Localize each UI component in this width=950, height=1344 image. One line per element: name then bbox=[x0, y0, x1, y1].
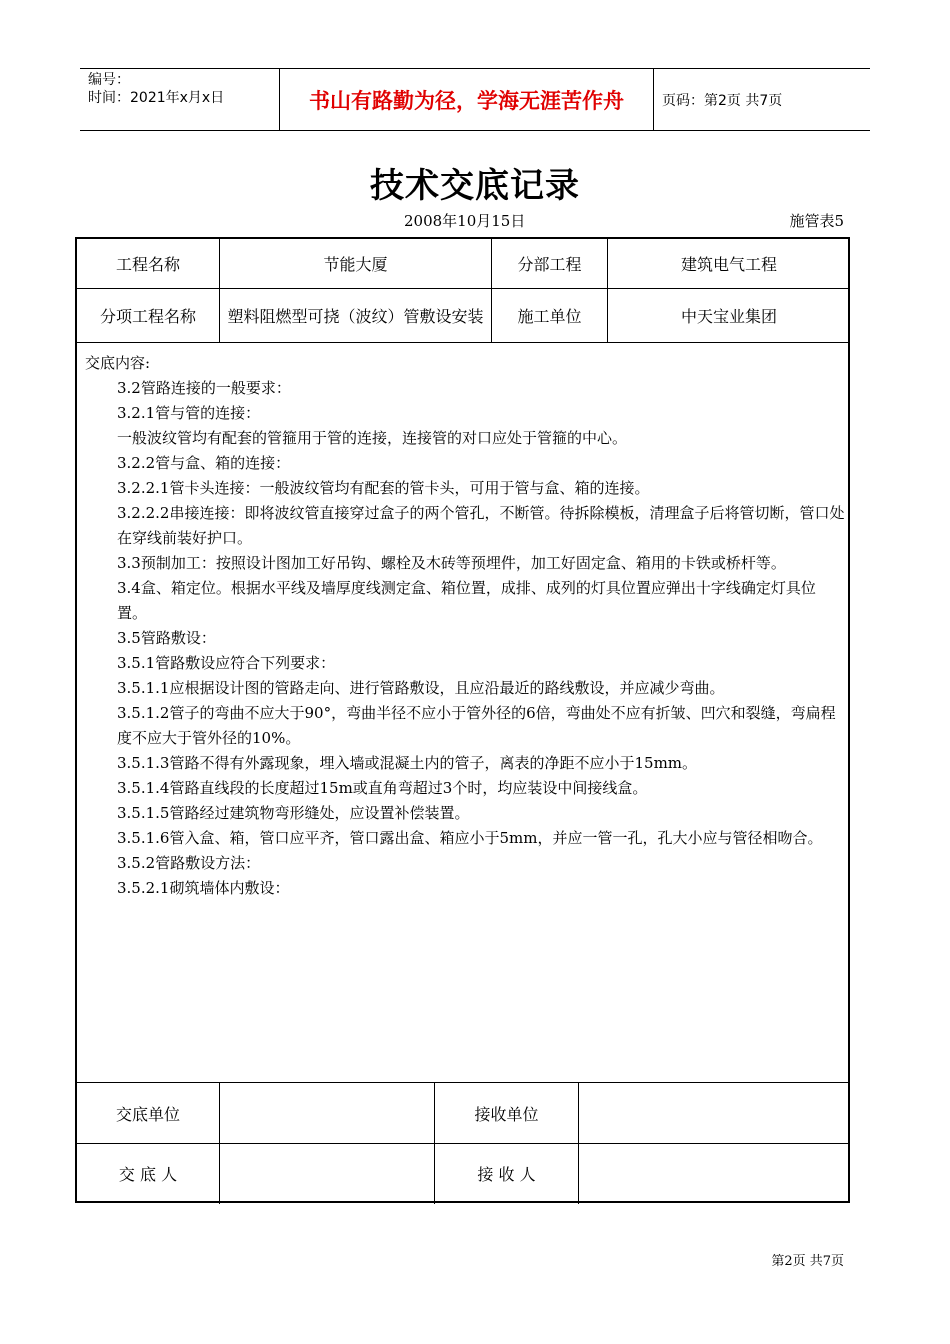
division-value: 建筑电气工程 bbox=[680, 255, 777, 274]
receiver-unit-field[interactable] bbox=[579, 1083, 850, 1143]
content-line: 3.2.2管与盒、箱的连接： bbox=[117, 454, 291, 472]
content-line: 3.2.2.1管卡头连接：一般波纹管均有配套的管卡头，可用于管与盒、箱的连接。 bbox=[117, 479, 650, 497]
receiver-label: 接 收 人 bbox=[477, 1164, 536, 1184]
content-line: 3.4盒、箱定位。根据水平线及墙厚度线测定盒、箱位置，成排、成列的灯具位置应弹出十字线确定灯具位置。 bbox=[117, 579, 816, 622]
issuer-unit-field[interactable] bbox=[220, 1083, 434, 1143]
content-line: 3.5管路敷设： bbox=[117, 629, 216, 647]
issuer-unit-label: 交底单位 bbox=[115, 1104, 180, 1124]
document-date: 2008年10月15日 bbox=[404, 212, 526, 230]
contractor-value: 中天宝业集团 bbox=[680, 307, 777, 326]
briefing-content bbox=[85, 351, 845, 901]
document-title: 技术交底记录 bbox=[370, 166, 580, 206]
page-indicator: 页码：第2页 共7页 bbox=[662, 92, 783, 109]
contractor-label: 施工单位 bbox=[517, 307, 582, 326]
motto: 书山有路勤为径，学海无涯苦作舟 bbox=[280, 69, 654, 130]
number-label: 编号： bbox=[88, 72, 130, 88]
project-name-label: 工程名称 bbox=[115, 255, 180, 274]
content-line: 3.5.2管路敷设方法： bbox=[117, 854, 261, 872]
row-divider bbox=[77, 342, 850, 343]
content-line: 3.5.1管路敷设应符合下列要求： bbox=[117, 654, 336, 672]
project-name-value: 节能大厦 bbox=[323, 255, 388, 274]
content-line: 3.3预制加工：按照设计图加工好吊钩、螺栓及木砖等预埋件，加工好固定盒、箱用的卡铁或桥杆等。 bbox=[117, 554, 786, 572]
receiver-field[interactable] bbox=[579, 1144, 850, 1202]
receiver-unit-label: 接收单位 bbox=[474, 1104, 539, 1124]
content-line: 3.5.2.1砌筑墙体内敷设： bbox=[117, 879, 290, 897]
subitem-label: 分项工程名称 bbox=[99, 307, 196, 326]
page-footer: 第2页 共7页 bbox=[771, 1254, 844, 1269]
content-line: 3.5.1.5管路经过建筑物弯形缝处，应设置补偿装置。 bbox=[117, 804, 470, 822]
issuer-label: 交 底 人 bbox=[118, 1164, 178, 1184]
content-line: 3.2.2.2串接连接：即将波纹管直接穿过盒子的两个管孔，不断管。待拆除模板，清理盒子后将管切断，管口处在穿线前装好护口。 bbox=[117, 504, 845, 547]
content-line: 3.2管路连接的一般要求： bbox=[117, 379, 291, 397]
time-label: 时间：2021年x月x日 bbox=[88, 90, 225, 106]
issuer-field[interactable] bbox=[220, 1144, 434, 1202]
content-line: 3.5.1.4管路直线段的长度超过15m或直角弯超过3个时，均应装设中间接线盒。 bbox=[117, 779, 648, 797]
division-label: 分部工程 bbox=[517, 255, 582, 274]
content-line: 3.5.1.6管入盒、箱，管口应平齐，管口露出盒、箱应小于5mm，并应一管一孔，孔大小应与管径相吻合。 bbox=[117, 829, 823, 847]
content-line: 3.5.1.3管路不得有外露现象，埋入墙或混凝土内的管子，离表的净距不应小于15mm。 bbox=[117, 754, 698, 772]
content-heading: 交底内容: bbox=[85, 354, 151, 372]
subitem-value: 塑料阻燃型可挠（波纹）管敷设安装 bbox=[227, 307, 484, 326]
content-line: 3.5.1.1应根据设计图的管路走向、进行管路敷设，且应沿最近的路线敷设，并应减少弯曲。 bbox=[117, 679, 725, 697]
content-line: 3.5.1.2管子的弯曲不应大于90°，弯曲半径不应小于管外径的6倍，弯曲处不应有折皱、凹穴和裂缝，弯扁程度不应大于管外径的10%。 bbox=[117, 704, 836, 747]
record-table bbox=[75, 237, 850, 1203]
header-strip bbox=[80, 68, 870, 131]
content-line: 3.2.1管与管的连接： bbox=[117, 404, 261, 422]
form-number: 施管表5 bbox=[789, 212, 844, 230]
content-line: 一般波纹管均有配套的管箍用于管的连接，连接管的对口应处于管箍的中心。 bbox=[117, 429, 628, 447]
header-meta bbox=[80, 69, 280, 130]
